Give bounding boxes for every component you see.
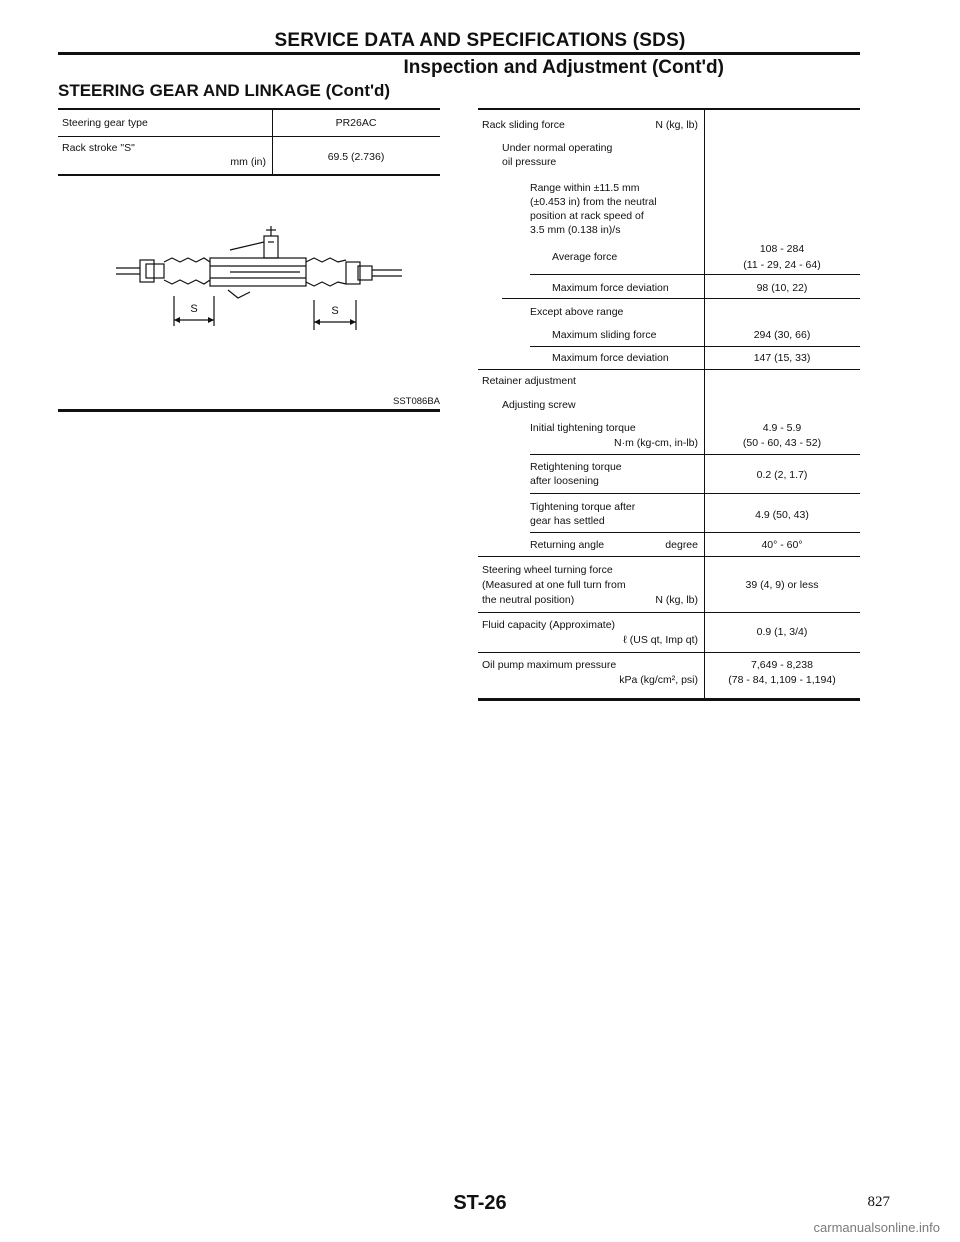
spec-label-retightening: Retightening torque	[530, 461, 622, 473]
steering-gear-diagram	[110, 222, 410, 334]
spec-label-settled: Tightening torque after	[530, 501, 636, 513]
spec-value-max-force-deviation: 98 (10, 22)	[756, 282, 808, 294]
spec-value-retightening: 0.2 (2, 1.7)	[756, 469, 808, 481]
spec-value-gear-type: PR26AC	[335, 117, 377, 129]
spec-label-average-force: Average force	[552, 251, 618, 263]
spec-value-initial-torque-2: (50 - 60, 43 - 52)	[742, 437, 822, 449]
spec-label-retightening-2: after loosening	[530, 475, 599, 487]
spec-value-average-force-2: (11 - 29, 24 - 64)	[743, 259, 821, 271]
spec-unit-returning-angle: degree	[665, 539, 698, 551]
spec-label-max-force-deviation: Maximum force deviation	[552, 282, 669, 294]
spec-label-retainer-adjustment: Retainer adjustment	[482, 375, 576, 387]
spec-unit-initial-torque: N·m (kg-cm, in-lb)	[614, 437, 698, 449]
spec-unit-wheel-force: N (kg, lb)	[655, 594, 698, 606]
page-code: ST-26	[453, 1192, 507, 1214]
spec-label-rack-stroke: Rack stroke "S"	[62, 142, 135, 154]
spec-unit-oil-pump-pressure: kPa (kg/cm², psi)	[619, 674, 698, 686]
spec-unit-rack-sliding-force: N (kg, lb)	[655, 119, 698, 131]
header-rule	[58, 52, 860, 55]
spec-value-average-force-1: 108 - 284	[759, 243, 805, 255]
spec-label-under-normal: Under normal operating	[502, 142, 613, 154]
spec-value-initial-torque-1: 4.9 - 5.9	[762, 422, 802, 434]
spec-label-wheel-force-2: (Measured at one full turn from	[482, 579, 626, 591]
spec-value-max-sliding-force: 294 (30, 66)	[753, 329, 811, 341]
spec-value-wheel-force: 39 (4, 9) or less	[745, 579, 819, 591]
dimension-label-right: S	[331, 305, 339, 317]
spec-label-under-normal-2: oil pressure	[502, 156, 557, 168]
spec-label-range-4: 3.5 mm (0.138 in)/s	[530, 224, 621, 236]
spec-label-range-2: (±0.453 in) from the neutral	[530, 196, 657, 208]
spec-label-gear-type: Steering gear type	[62, 117, 148, 129]
spec-label-max-force-deviation-2: Maximum force deviation	[552, 352, 669, 364]
spec-value-returning-angle: 40° - 60°	[761, 539, 803, 551]
spec-label-settled-2: gear has settled	[530, 515, 605, 527]
spec-value-settled: 4.9 (50, 43)	[755, 509, 809, 521]
spec-unit-fluid-capacity: ℓ (US qt, Imp qt)	[623, 634, 698, 646]
spec-label-adjusting-screw: Adjusting screw	[502, 399, 576, 411]
section-title: STEERING GEAR AND LINKAGE (Cont'd)	[58, 81, 391, 100]
spec-label-oil-pump-pressure: Oil pump maximum pressure	[482, 659, 617, 671]
watermark: carmanualsonline.info	[813, 1220, 940, 1235]
right-spec-table	[478, 108, 860, 708]
left-spec-table	[58, 108, 440, 178]
spec-label-max-sliding-force: Maximum sliding force	[552, 329, 657, 341]
page-number: 827	[867, 1194, 890, 1210]
spec-value-oil-pump-pressure-1: 7,649 - 8,238	[751, 659, 813, 671]
spec-unit-rack-stroke: mm (in)	[230, 156, 266, 168]
left-bottom-rule	[58, 409, 440, 412]
spec-label-initial-torque: Initial tightening torque	[530, 422, 636, 434]
spec-label-wheel-force: Steering wheel turning force	[482, 564, 613, 576]
spec-value-fluid-capacity: 0.9 (1, 3/4)	[756, 626, 808, 638]
spec-value-rack-stroke: 69.5 (2.736)	[327, 151, 385, 163]
spec-label-except-range: Except above range	[530, 306, 624, 318]
dimension-label-left: S	[190, 303, 198, 315]
spec-value-oil-pump-pressure-2: (78 - 84, 1,109 - 1,194)	[728, 674, 836, 686]
spec-label-returning-angle: Returning angle	[530, 539, 605, 551]
spec-label-range-3: position at rack speed of	[530, 210, 644, 222]
spec-label-fluid-capacity: Fluid capacity (Approximate)	[482, 619, 616, 631]
page-header-subtitle: Inspection and Adjustment (Cont'd)	[403, 57, 724, 78]
spec-label-range-1: Range within ±11.5 mm	[530, 182, 640, 194]
spec-value-max-force-deviation-2: 147 (15, 33)	[753, 352, 811, 364]
spec-label-rack-sliding-force: Rack sliding force	[482, 119, 565, 131]
page-header-title: SERVICE DATA AND SPECIFICATIONS (SDS)	[274, 30, 686, 51]
spec-label-wheel-force-3: the neutral position)	[482, 594, 575, 606]
figure-label: SST086BA	[393, 396, 440, 407]
